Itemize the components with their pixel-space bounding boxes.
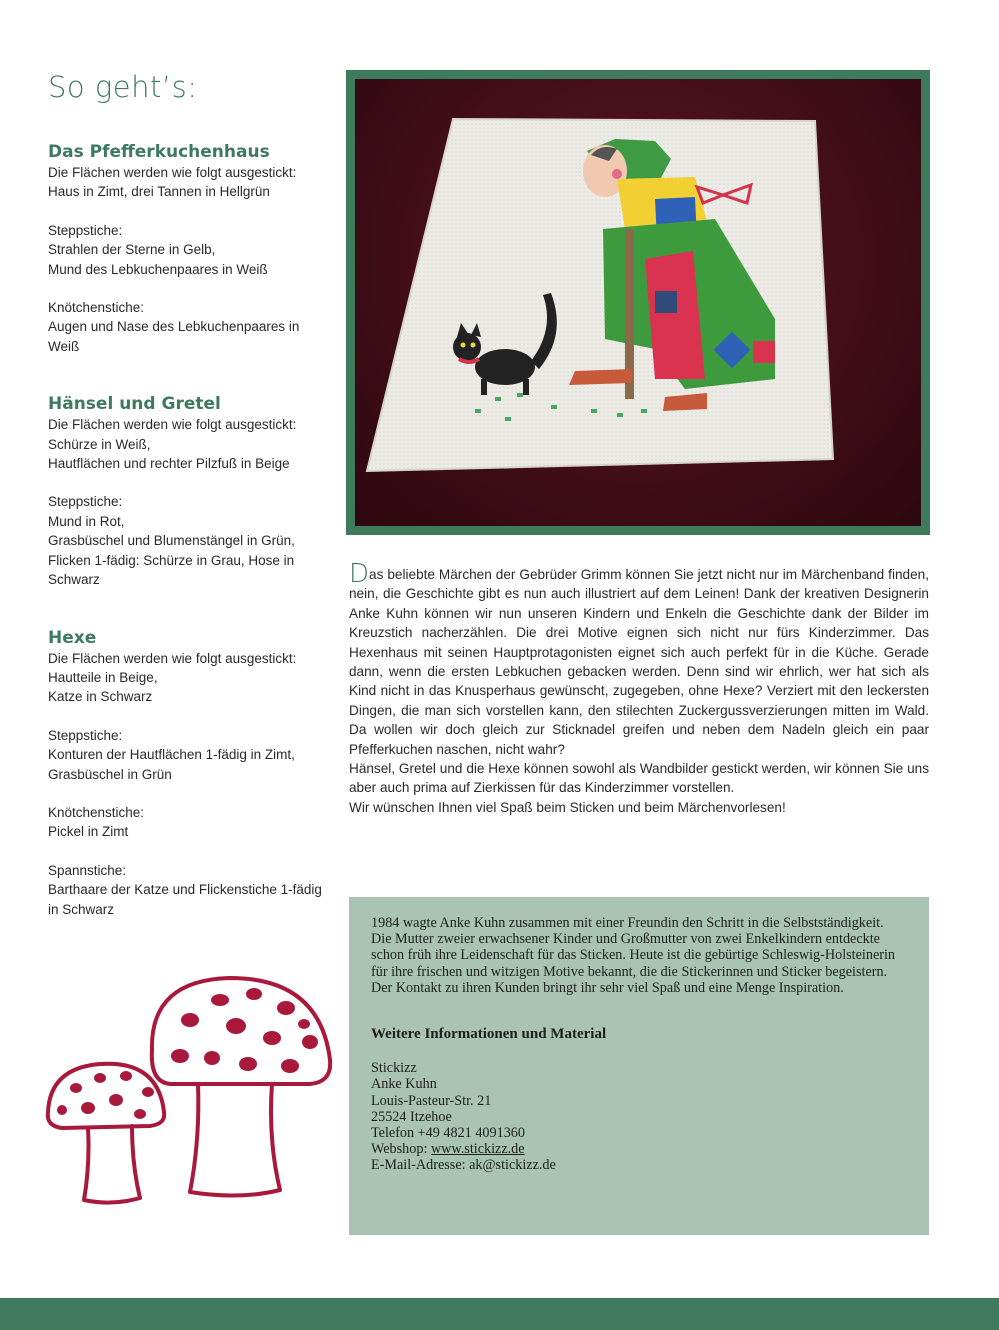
article-paragraph: Wir wünschen Ihnen viel Spaß beim Sticken und beim Märchenvorlesen! bbox=[349, 799, 786, 815]
instruction-paragraph: Die Flächen werden wie folgt ausgestickt: Haus in Zimt, drei Tannen in Hellgrün bbox=[48, 165, 297, 200]
instruction-paragraph: Steppstiche: Konturen der Hautflächen 1-fädig in Zimt, Grasbüschel in Grün bbox=[48, 727, 295, 782]
instruction-paragraph: Spannstiche: Barthaare der Katze und Flickenstiche 1-fädig in Schwarz bbox=[48, 862, 322, 917]
instruction-paragraph: Die Flächen werden wie folgt ausgestickt: Schürze in Weiß, Hautflächen und rechter Pilzfuß in Beige bbox=[48, 417, 297, 472]
instruction-paragraph: Die Flächen werden wie folgt ausgestickt: Hautteile in Beige, Katze in Schwarz bbox=[48, 650, 297, 705]
instructions-column bbox=[48, 70, 333, 947]
article-paragraph bbox=[349, 559, 929, 759]
designer-bio: 1984 wagte Anke Kuhn zusammen mit einer Freundin den Schritt in die Selbstständigkeit. Die Mutter zweier erwachsener Kinder und Großmutter von zwei Enkelkindern entdeckte schon früh ihre Leidenschaft für das Sticken. Heute ist die gebürtige Schleswig-Holsteinerin für ihre frischen und witzigen Motive bekannt, die die Stickerinnen und Sticker begeistern. Der Kontakt zu ihren Kunden bringt ihr sehr viel Spaß und eine Menge Inspiration. bbox=[371, 915, 896, 996]
webshop-line bbox=[371, 1141, 907, 1157]
instruction-paragraph: Knötchenstiche: Augen und Nase des Lebkuchenpaares in Weiß bbox=[48, 300, 300, 354]
page-title: So geht’s: bbox=[48, 70, 198, 104]
instruction-paragraph: Steppstiche: Mund in Rot, Grasbüschel und Blumenstängel in Grün, Flicken 1-fädig: Schürze in Grau, Hose in Schwarz bbox=[48, 494, 295, 588]
section-pfefferkuchenhaus bbox=[48, 142, 333, 356]
dropcap: D bbox=[349, 559, 370, 589]
section-title: Hänsel und Gretel bbox=[48, 394, 221, 415]
phone-number: Telefon +49 4821 4091360 bbox=[371, 1125, 525, 1142]
email-address: E-Mail-Adresse: ak@stickizz.de bbox=[371, 1157, 556, 1174]
instruction-paragraph: Steppstiche: Strahlen der Sterne in Gelb, Mund des Lebkuchenpaares in Weiß bbox=[48, 222, 268, 277]
section-hexe bbox=[48, 628, 333, 919]
street-address: Louis-Pasteur-Str. 21 bbox=[371, 1092, 492, 1109]
instruction-paragraph: Knötchenstiche: Pickel in Zimt bbox=[48, 804, 145, 840]
info-box bbox=[349, 897, 929, 1235]
section-title: Das Pfefferkuchenhaus bbox=[48, 142, 270, 162]
section-title: Hexe bbox=[48, 627, 97, 648]
article-paragraph: Hänsel, Gretel und die Hexe können sowohl als Wandbilder gestickt werden, wir können Sie uns aber auch prima auf Zierkissen für das Kinderzimmer vorstellen. bbox=[349, 761, 929, 796]
photo-frame bbox=[346, 70, 930, 535]
article-lead: as beliebte Märchen der Gebrüder Grimm können Sie jetzt nicht nur im Märchenband finden, nein, die Geschichte gibt es nun auch illustriert auf dem Leinen! Dank der kreativen Designerin Anke Kuhn können wir nun unseren Kindern und Enkeln die Geschichte dank der Bilder im Kreuzstich nacherzählen. Die drei Motive eignen sich nicht nur fürs Kinderzimmer. Das Hexenhaus mit seinen Hauptprotagonisten eignet sich auch perfekt für in die Küche. Gerade dann, wenn die ersten Lebkuchen gebacken werden. Denn sind wir ehrlich, wer hat sich als Kind nicht in das Knusperhaus gewünscht, zugegeben, ohne Hexe? Verziert mit den leckersten Dingen, die man sich vorstellen kann, den stilechten Zuckergussverzierungen mitten im Wald. Da wollen wir doch gleich zur Sticknadel greifen und neben dem Nadeln gleich ein paar Pfefferkuchen naschen, nicht wahr? bbox=[349, 567, 929, 757]
city-address: 25524 Itzehoe bbox=[371, 1108, 452, 1125]
mushrooms-illustration bbox=[40, 960, 340, 1210]
company-name: Stickizz bbox=[371, 1060, 417, 1077]
contact-name: Anke Kuhn bbox=[371, 1076, 437, 1093]
section-haensel-gretel bbox=[48, 394, 333, 589]
mushroom-icon bbox=[40, 960, 340, 1210]
webshop-label: Webshop: bbox=[371, 1141, 431, 1158]
info-heading: Weitere Informationen und Material bbox=[371, 1026, 607, 1043]
footer-bar bbox=[0, 1298, 999, 1330]
cross-stitch-witch-photo bbox=[355, 79, 921, 526]
cross-stitch-illustration bbox=[355, 79, 921, 526]
webshop-link[interactable]: www.stickizz.de bbox=[430, 1141, 525, 1158]
article-body bbox=[349, 559, 929, 817]
